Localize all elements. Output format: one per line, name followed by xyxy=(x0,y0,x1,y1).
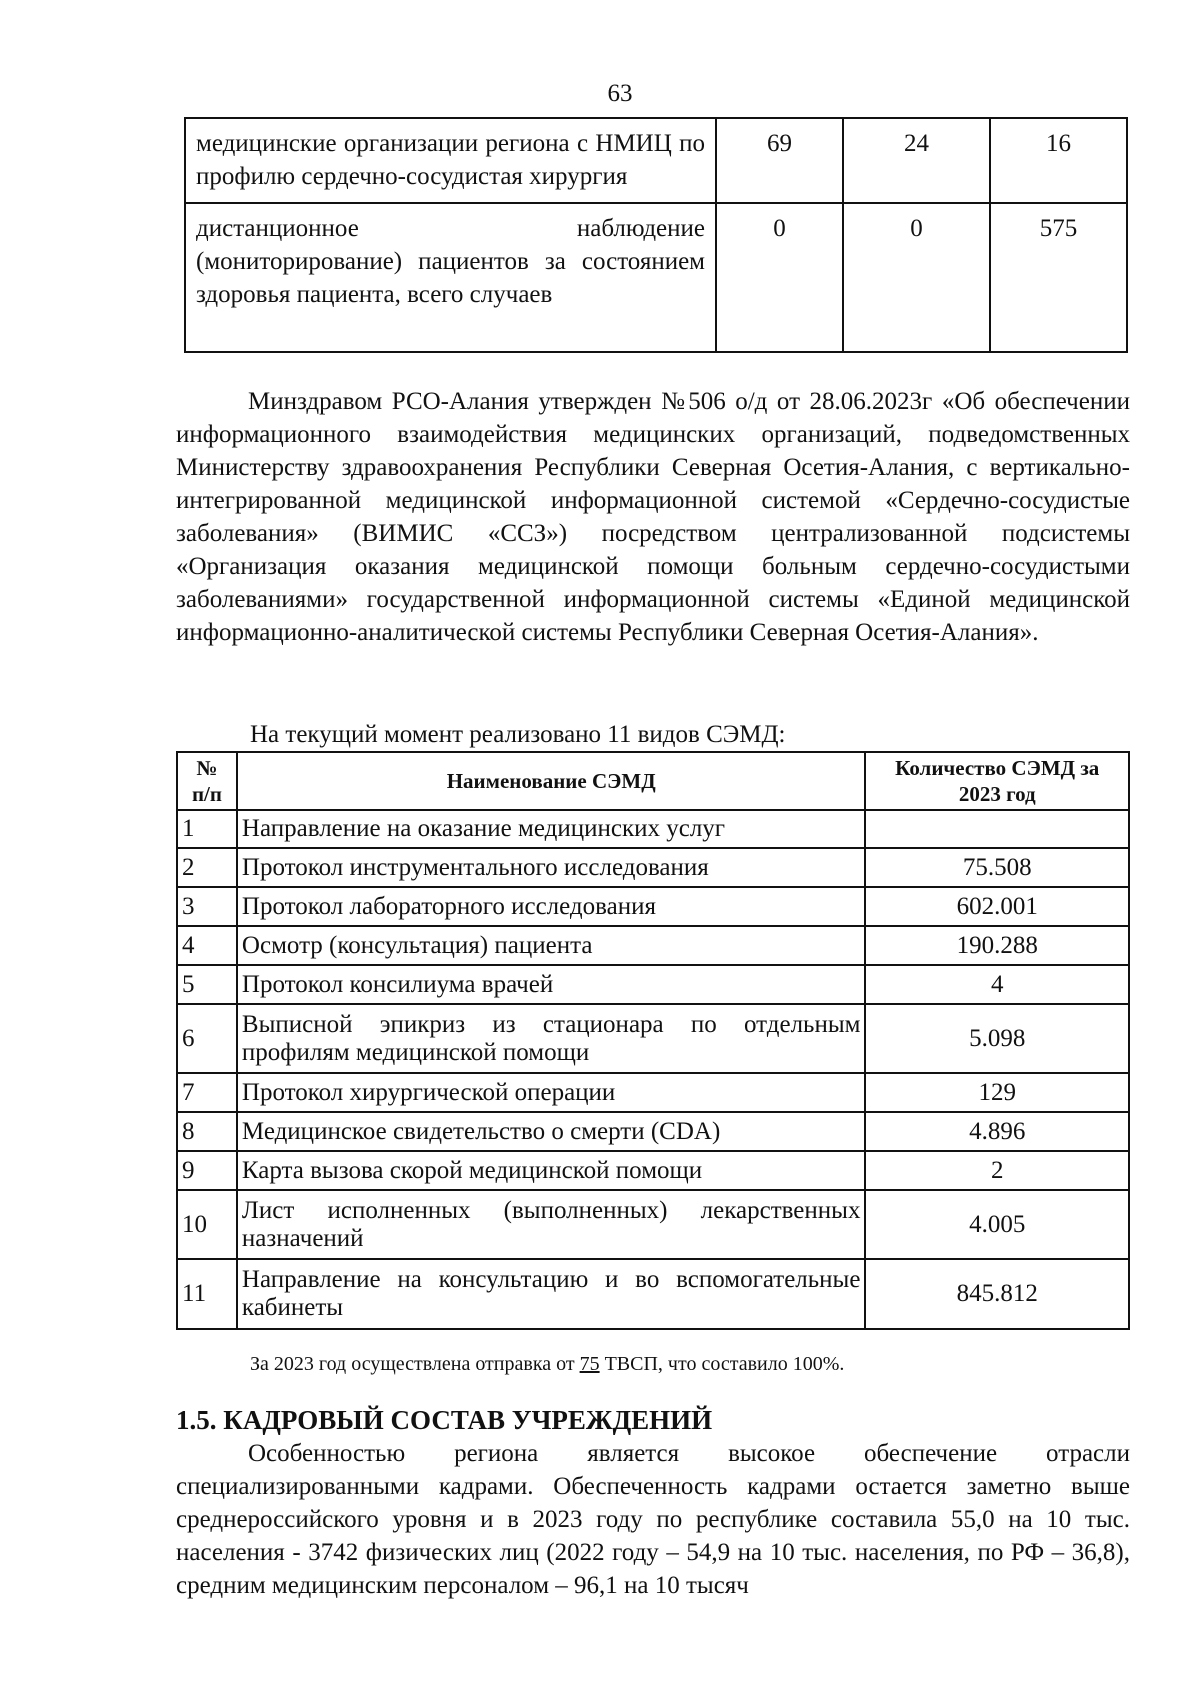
row-count: 845.812 xyxy=(865,1259,1129,1329)
row-count: 75.508 xyxy=(865,848,1129,887)
table-row xyxy=(177,1004,1129,1073)
footnote-text: За 2023 год осуществлена отправка от xyxy=(250,1353,580,1375)
row-count xyxy=(865,810,1129,848)
table-row xyxy=(177,965,1129,1004)
semd-table xyxy=(176,751,1130,1330)
semd-intro: На текущий момент реализовано 11 видов СЭМД: xyxy=(250,721,786,748)
row-name: Карта вызова скорой медицинской помощи xyxy=(237,1151,866,1190)
row-count: 4 xyxy=(865,965,1129,1004)
row-name: Выписной эпикриз из стационара по отдельным профилям медицинской помощи xyxy=(237,1004,866,1073)
table-header-row xyxy=(177,752,1129,810)
row-count: 5.098 xyxy=(865,1004,1129,1073)
row-value: 24 xyxy=(843,118,990,203)
section-heading: 1.5. КАДРОВЫЙ СОСТАВ УЧРЕЖДЕНИЙ xyxy=(176,1405,713,1435)
row-name: Протокол лабораторного исследования xyxy=(237,887,866,926)
table-row xyxy=(185,118,1127,203)
row-number: 7 xyxy=(177,1073,237,1112)
row-count: 2 xyxy=(865,1151,1129,1190)
row-number: 5 xyxy=(177,965,237,1004)
row-value: 0 xyxy=(716,203,843,352)
row-number: 11 xyxy=(177,1259,237,1329)
paragraph-text: Минздравом РСО-Алания утвержден №506 о/д от 28.06.2023г «Об обеспечении информационного взаимодействия медицинских организаций, подведомственных Министерству здравоохранения Республики Северная Осетия-Алания, с вертикально-интегрированной медицинской информационной системой «Сердечно-сосудистые заболевания» (ВИМИС «ССЗ») посредством централизованной подсистемы «Организация оказания медицинской помощи больным сердечно-сосудистыми заболеваниями» государственной информационной системы «Единой медицинской информационно-аналитической системы Республики Северная Осетия-Алания». xyxy=(176,388,1130,646)
table-row xyxy=(177,810,1129,848)
row-name: Протокол консилиума врачей xyxy=(237,965,866,1004)
row-number: 1 xyxy=(177,810,237,848)
row-number: 6 xyxy=(177,1004,237,1073)
row-number: 10 xyxy=(177,1190,237,1259)
page-number: 63 xyxy=(607,80,633,107)
table-row xyxy=(177,848,1129,887)
row-value: 16 xyxy=(990,118,1127,203)
row-value: 0 xyxy=(843,203,990,352)
table-row xyxy=(177,1073,1129,1112)
row-number: 9 xyxy=(177,1151,237,1190)
table-row xyxy=(177,1259,1129,1329)
row-count: 602.001 xyxy=(865,887,1129,926)
paragraph-text: Особенностью региона является высокое обеспечение отрасли специализированными кадрами. Обеспеченность кадрами остается заметно выше среднероссийского уровня и в 2023 году по республике составила 55,0 на 10 тыс. населения - 3742 физических лиц (2022 году – 54,9 на 10 тыс. населения, по РФ – 36,8), средним медицинским персоналом – 96,1 на 10 тысяч xyxy=(176,1440,1130,1599)
row-name: Лист исполненных (выполненных) лекарственных назначений xyxy=(237,1190,866,1259)
row-name: Направление на консультацию и во вспомогательные кабинеты xyxy=(237,1259,866,1329)
row-count: 4.005 xyxy=(865,1190,1129,1259)
row-name: Протокол хирургической операции xyxy=(237,1073,866,1112)
table-row xyxy=(177,1112,1129,1151)
table-row xyxy=(177,1190,1129,1259)
row-name: Медицинское свидетельство о смерти (CDA) xyxy=(237,1112,866,1151)
row-count: 129 xyxy=(865,1073,1129,1112)
row-label: дистанционное наблюдение (мониторирование) пациентов за состоянием здоровья пациента, всего случаев xyxy=(185,203,716,352)
summary-table xyxy=(184,117,1128,353)
header-count: Количество СЭМД за 2023 год xyxy=(865,752,1129,810)
row-name: Направление на оказание медицинских услуг xyxy=(237,810,866,848)
table-row xyxy=(177,1151,1129,1190)
row-count: 4.896 xyxy=(865,1112,1129,1151)
row-number: 2 xyxy=(177,848,237,887)
footnote-underlined: 75 xyxy=(579,1353,600,1375)
row-label: медицинские организации региона с НМИЦ по профилю сердечно-сосудистая хирургия xyxy=(185,118,716,203)
row-value: 575 xyxy=(990,203,1127,352)
row-count: 190.288 xyxy=(865,926,1129,965)
row-value: 69 xyxy=(716,118,843,203)
table-row xyxy=(185,203,1127,352)
row-name: Протокол инструментального исследования xyxy=(237,848,866,887)
table-row xyxy=(177,926,1129,965)
header-name: Наименование СЭМД xyxy=(237,752,866,810)
paragraph-staffing xyxy=(176,1437,1130,1602)
row-name: Осмотр (консультация) пациента xyxy=(237,926,866,965)
row-number: 8 xyxy=(177,1112,237,1151)
header-number: № п/п xyxy=(177,752,237,810)
table-row xyxy=(177,887,1129,926)
row-number: 3 xyxy=(177,887,237,926)
row-number: 4 xyxy=(177,926,237,965)
footnote xyxy=(250,1351,844,1377)
paragraph-order xyxy=(176,385,1130,649)
footnote-text-end: ТВСП, что составило 100%. xyxy=(599,1353,845,1375)
